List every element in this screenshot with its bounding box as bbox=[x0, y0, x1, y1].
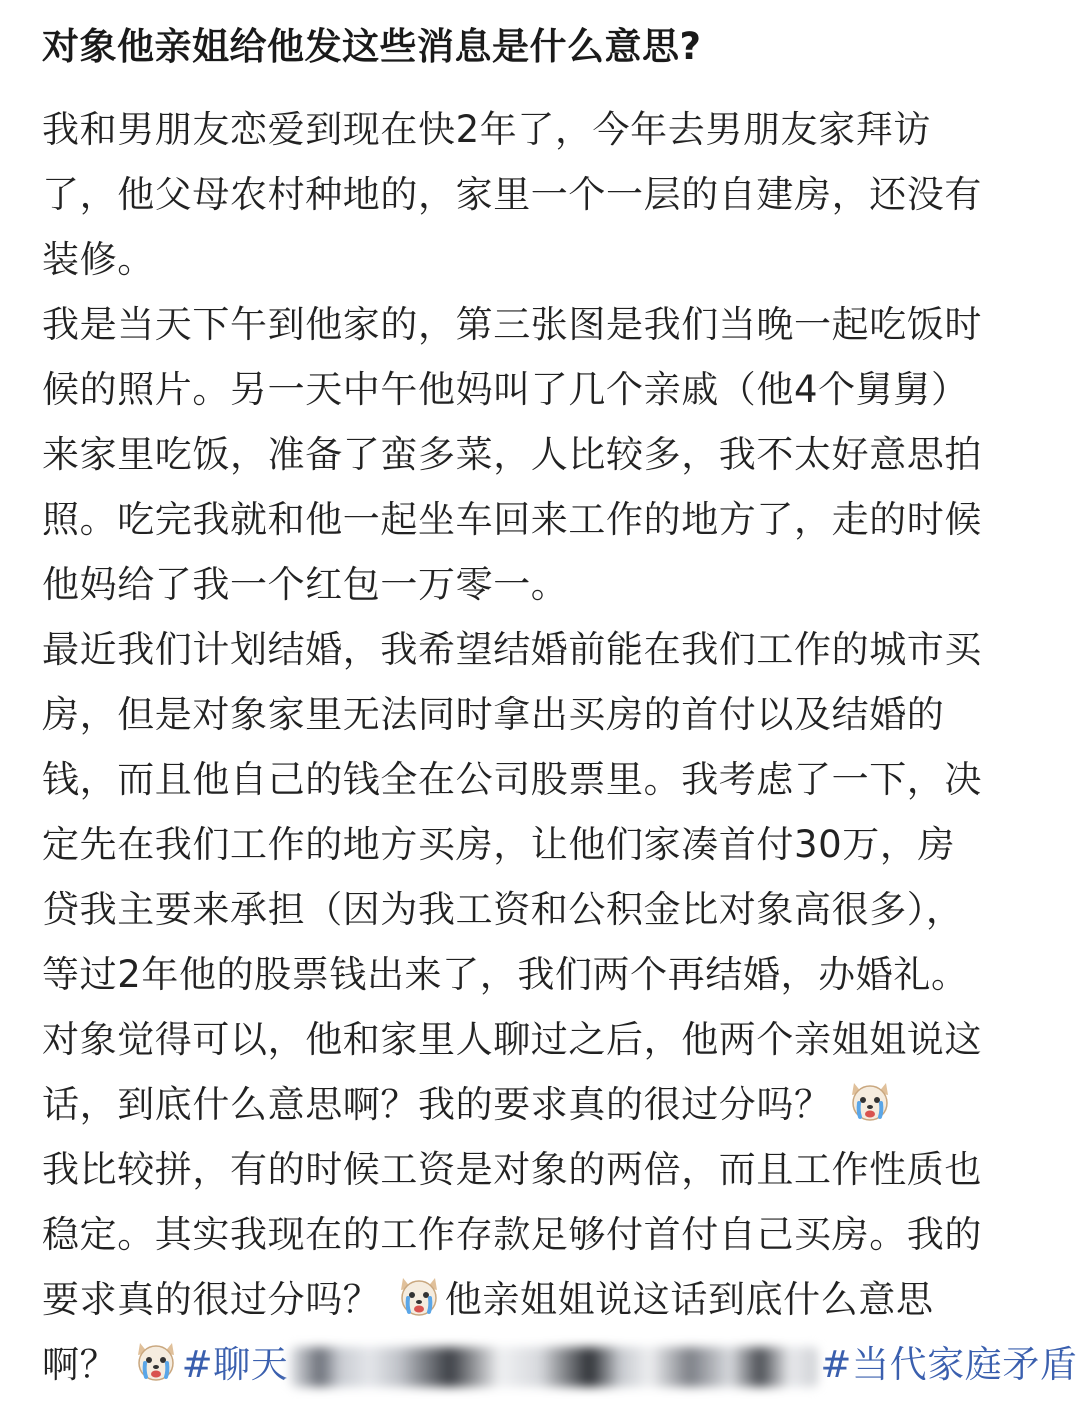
body-line: 对象觉得可以，他和家里人聊过之后，他两个亲姐姐说这 bbox=[42, 1018, 982, 1061]
body-line-with-emoji bbox=[42, 1267, 934, 1332]
crying-dog-emoji-icon bbox=[132, 1337, 180, 1385]
blurred-redaction bbox=[290, 1347, 818, 1387]
body-line: 定先在我们工作的地方买房，让他们家凑首付30万，房 bbox=[42, 823, 956, 866]
hashtag-family-conflict-link[interactable]: #当代家庭矛盾 bbox=[820, 1343, 1078, 1386]
body-line: 最近我们计划结婚，我希望结婚前能在我们工作的城市买 bbox=[42, 628, 982, 671]
post-title: 对象他亲姐给他发这些消息是什么意思? bbox=[42, 25, 702, 68]
body-line: 稳定。其实我现在的工作存款足够付首付自己买房。我的 bbox=[42, 1213, 982, 1256]
body-line: 照。吃完我就和他一起坐车回来工作的地方了，走的时候 bbox=[42, 498, 982, 541]
body-line: 我和男朋友恋爱到现在快2年了，今年去男朋友家拜访 bbox=[42, 108, 931, 151]
body-line: 我比较拼，有的时候工资是对象的两倍，而且工作性质也 bbox=[42, 1148, 982, 1191]
body-line: 装修。 bbox=[42, 238, 155, 281]
body-line: 了，他父母农村种地的，家里一个一层的自建房，还没有 bbox=[42, 173, 982, 216]
body-text: 啊？ bbox=[42, 1343, 118, 1386]
body-line: 等过2年他的股票钱出来了，我们两个再结婚，办婚礼。 bbox=[42, 953, 969, 996]
body-line: 他妈给了我一个红包一万零一。 bbox=[42, 563, 569, 606]
body-line: 钱，而且他自己的钱全在公司股票里。我考虑了一下，决 bbox=[42, 758, 982, 801]
body-line: 房，但是对象家里无法同时拿出买房的首付以及结婚的 bbox=[42, 693, 945, 736]
hashtag-chat-link[interactable]: #聊天 bbox=[181, 1343, 289, 1386]
body-line: 候的照片。另一天中午他妈叫了几个亲戚（他4个舅舅） bbox=[42, 368, 969, 411]
body-line-with-emoji bbox=[42, 1072, 896, 1137]
crying-dog-emoji-icon bbox=[846, 1077, 894, 1125]
body-text: 要求真的很过分吗？ bbox=[42, 1278, 381, 1321]
body-text: 他亲姐姐说这话到底什么意思 bbox=[444, 1278, 934, 1321]
body-line: 贷我主要来承担（因为我工资和公积金比对象高很多）， bbox=[42, 888, 964, 931]
body-line: 我是当天下午到他家的，第三张图是我们当晚一起吃饭时 bbox=[42, 303, 982, 346]
body-text: 话，到底什么意思啊？我的要求真的很过分吗？ bbox=[42, 1083, 832, 1126]
body-line-with-hashtags bbox=[42, 1332, 1078, 1397]
crying-dog-emoji-icon bbox=[395, 1272, 443, 1320]
body-line: 来家里吃饭，准备了蛮多菜，人比较多，我不太好意思拍 bbox=[42, 433, 982, 476]
